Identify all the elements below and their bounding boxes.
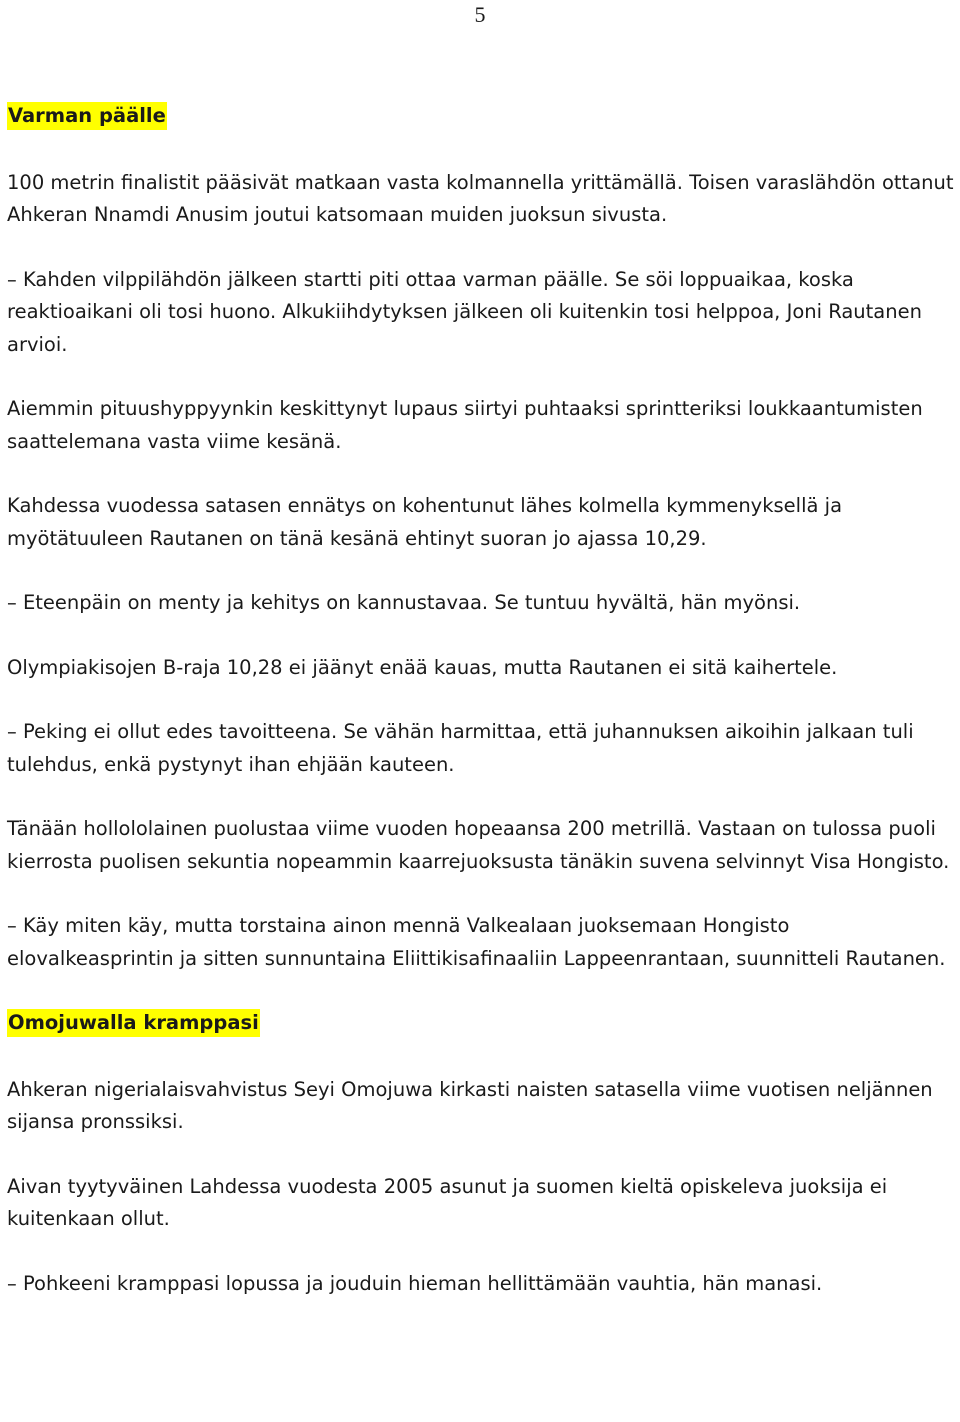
paragraph: – Käy miten käy, mutta torstaina ainon mennä Valkealaan juoksemaan Hongisto elovalkeasprintin ja sitten sunnuntaina Eliittikisafinaaliin Lappeenrantaan, suunnitteli Rautanen. — [7, 914, 946, 970]
paragraph: – Eteenpäin on menty ja kehitys on kannustavaa. Se tuntuu hyvältä, hän myönsi. — [7, 591, 801, 614]
paragraph: Tänään hollololainen puolustaa viime vuoden hopeaansa 200 metrillä. Vastaan on tulossa puoli kierrosta puolisen sekuntia nopeammin kaarrejuoksusta tänäkin suvena selvinnyt Visa Hongisto. — [7, 817, 950, 873]
paragraph: – Pohkeeni kramppasi lopussa ja jouduin hieman hellittämään vauhtia, hän manasi. — [7, 1271, 823, 1295]
article-body — [7, 100, 957, 1300]
paragraph: – Peking ei ollut edes tavoitteena. Se vähän harmittaa, että juhannuksen aikoihin jalkaan tuli tulehdus, enkä pystynyt ihan ehjään kauteen. — [7, 720, 914, 776]
heading-highlight: Varman päälle — [7, 102, 167, 130]
section-heading-varman-paalle — [7, 100, 957, 133]
page-number: 5 — [474, 2, 486, 27]
section-heading-omojuwalla-kramppasi — [7, 1007, 957, 1040]
paragraph: – Kahden vilppilähdön jälkeen startti piti ottaa varman päälle. Se söi loppuaikaa, koska reaktioaikani oli tosi huono. Alkukiihdytyksen jälkeen oli kuitenkin tosi helppoa, Joni Rautanen arvioi. — [7, 267, 922, 356]
paragraph: 100 metrin finalistit pääsivät matkaan vasta kolmannella yrittämällä. Toisen varaslähdön ottanut Ahkeran Nnamdi Anusim joutui katsomaan muiden juoksun sivusta. — [7, 170, 954, 226]
heading-highlight: Omojuwalla kramppasi — [7, 1009, 260, 1037]
paragraph: Aivan tyytyväinen Lahdessa vuodesta 2005 asunut ja suomen kieltä opiskeleva juoksija ei kuitenkaan ollut. — [7, 1174, 888, 1230]
paragraph: Olympiakisojen B-raja 10,28 ei jäänyt enää kauas, mutta Rautanen ei sitä kaihertele. — [7, 655, 838, 679]
paragraph: Aiemmin pituushyppyynkin keskittynyt lupaus siirtyi puhtaaksi sprintteriksi loukkaantumisten saattelemana vasta viime kesänä. — [7, 397, 923, 453]
paragraph: Ahkeran nigerialaisvahvistus Seyi Omojuwa kirkasti naisten satasella viime vuotisen neljännen sijansa pronssiksi. — [7, 1077, 933, 1133]
paragraph: Kahdessa vuodessa satasen ennätys on kohentunut lähes kolmella kymmenyksellä ja myötätuuleen Rautanen on tänä kesänä ehtinyt suoran jo ajassa 10,29. — [7, 494, 843, 550]
